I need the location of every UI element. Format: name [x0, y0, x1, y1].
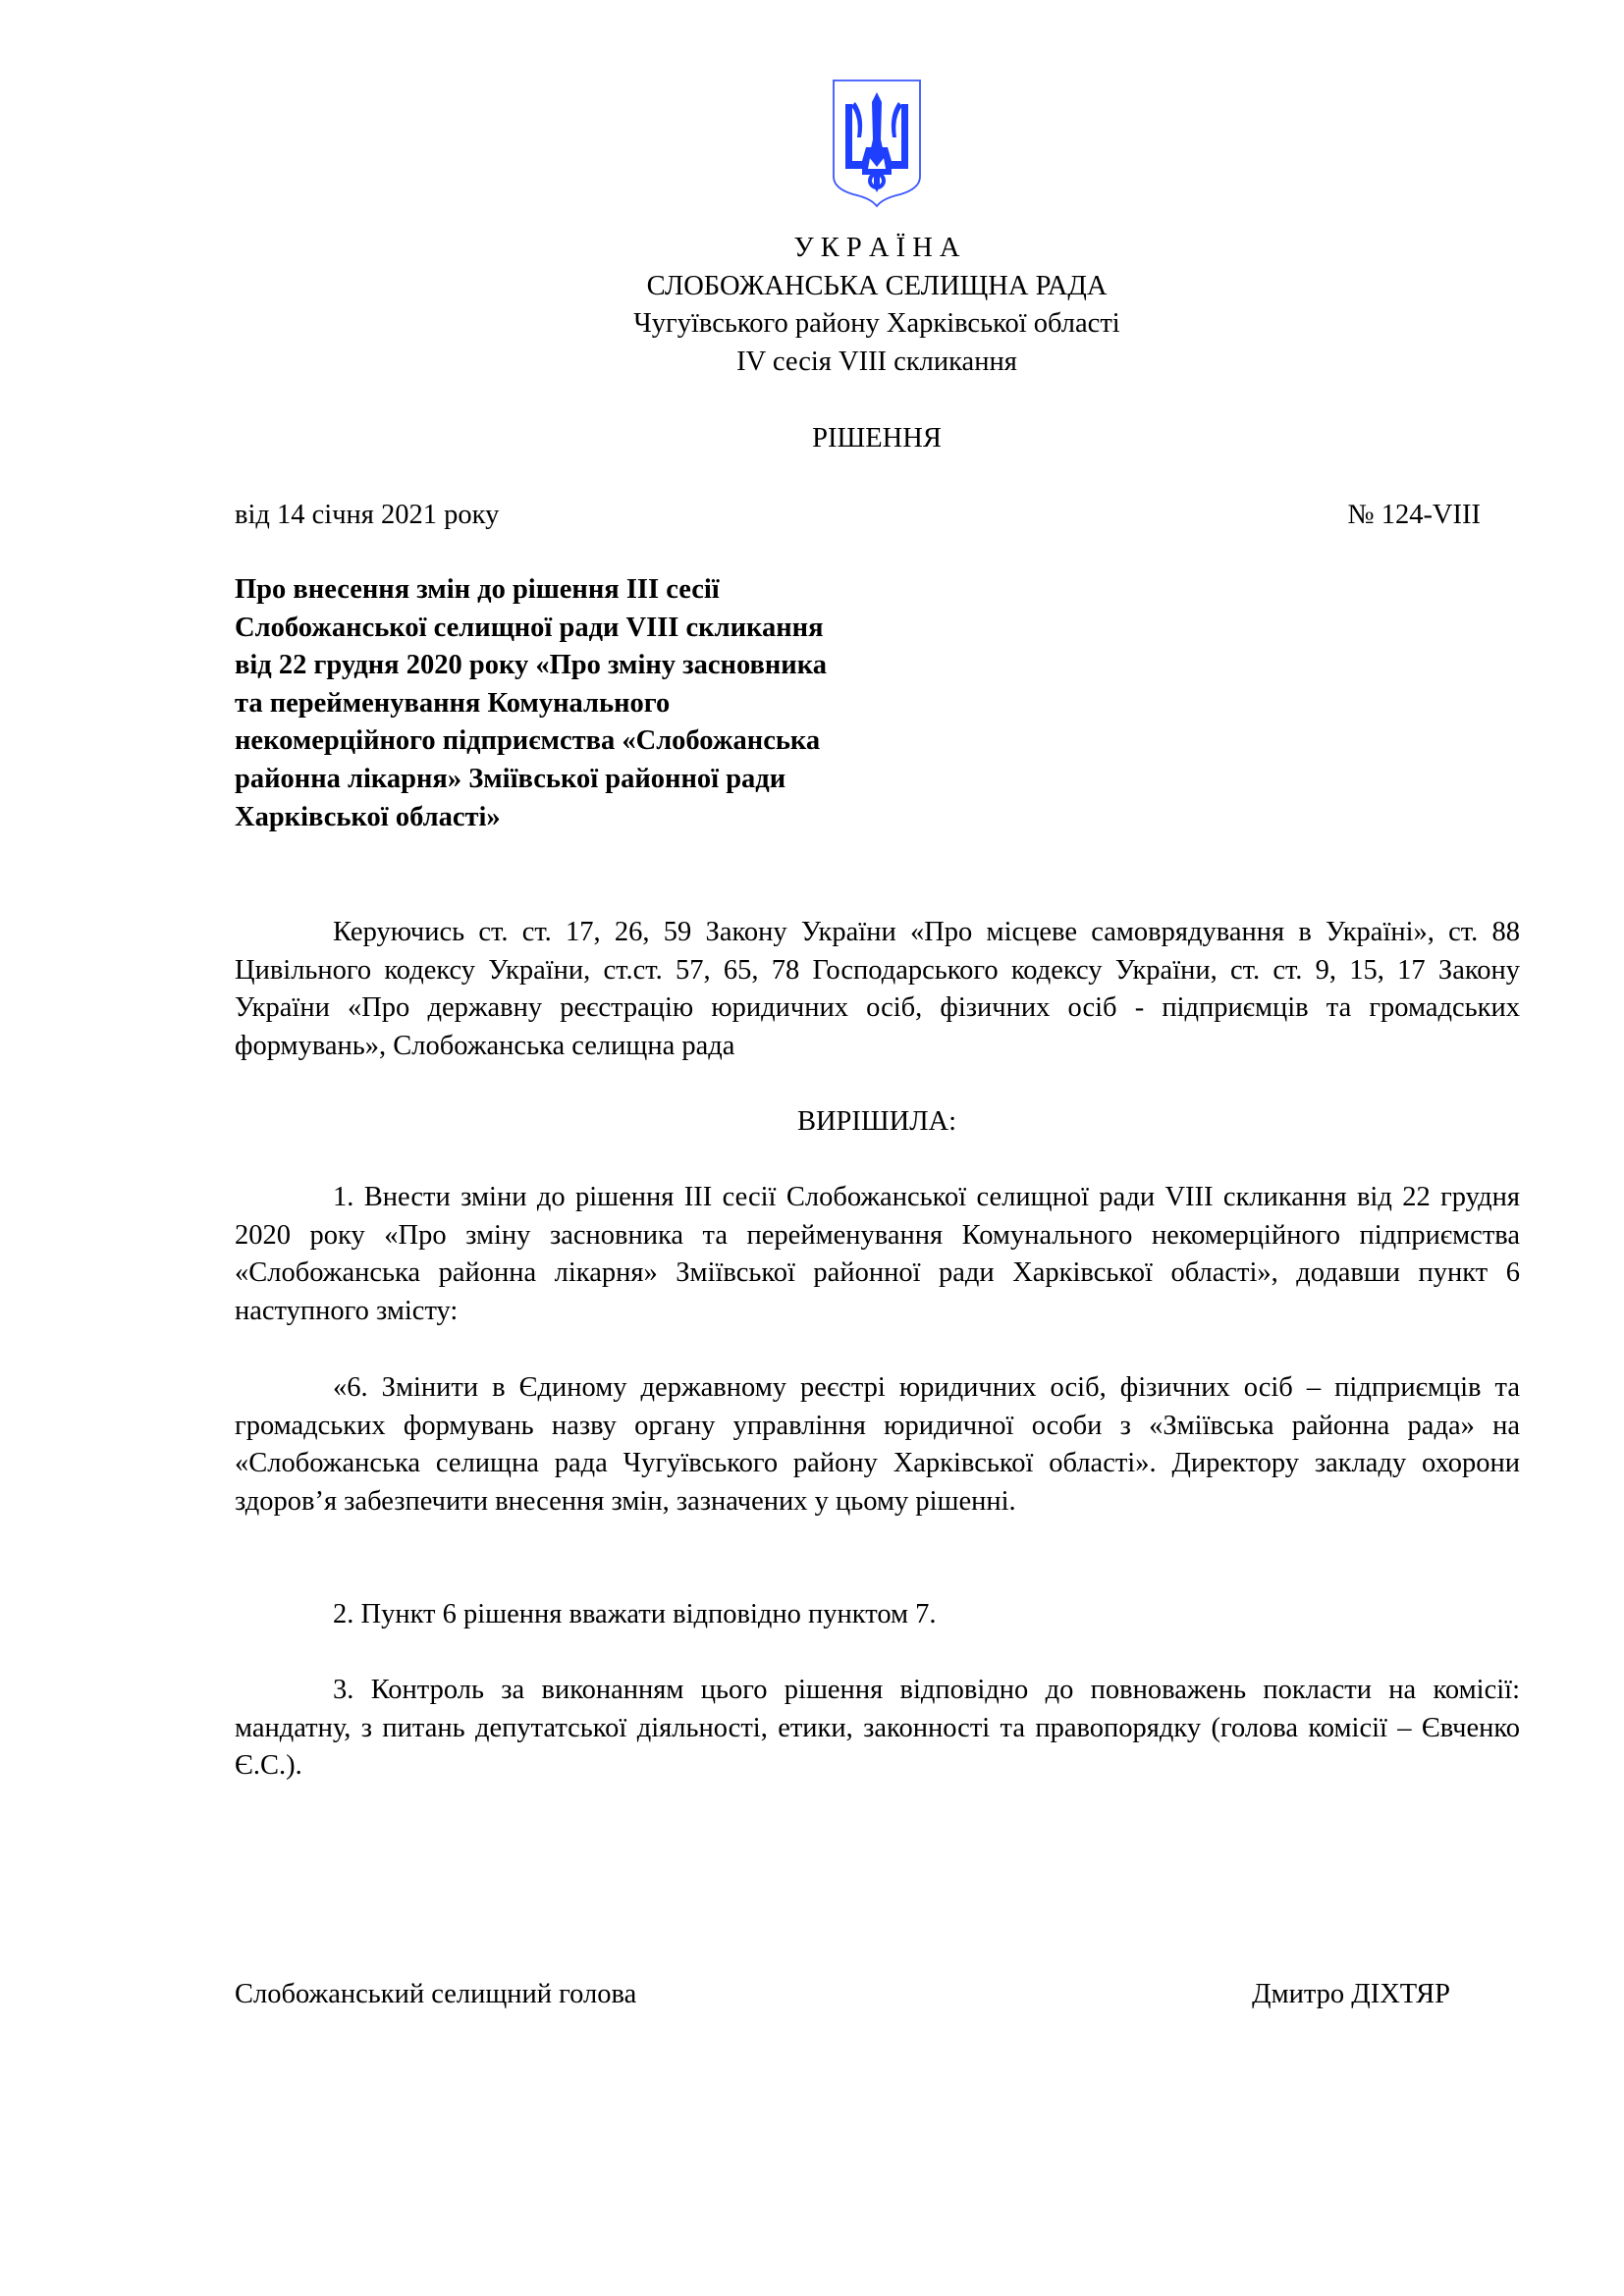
title-line: Про внесення змін до рішення III сесії: [235, 574, 720, 605]
item-1-paragraph: 1. Внести зміни до рішення III сесії Слобожанської селищної ради VIII скликання від 22 грудня 2020 року «Про зміну засновника та перейменування Комунального некомерційного підприємства «Слобожанська районна лікарня» Зміївської районної ради Харківської області», додавши пункт 6 наступного змісту:: [235, 1182, 1520, 1326]
title-line: та перейменування Комунального: [235, 687, 671, 719]
resolved-heading: ВИРІШИЛА:: [796, 1106, 957, 1137]
region-name: Чугуївського району Харківської області: [633, 308, 1120, 340]
letterhead: [0, 230, 1624, 381]
document-type: РІШЕННЯ: [812, 423, 942, 454]
title-line: Слобожанської селищної ради VIII скликання: [235, 612, 824, 643]
item-3-paragraph: 3. Контроль за виконанням цього рішення відповідно до повноважень покласти на комісії: мандатну, з питань депутатської діяльності, етики, законності та правопорядку (голова комісії – Євченко Є.С.).: [235, 1675, 1520, 1782]
council-name: СЛОБОЖАНСЬКА СЕЛИЩНА РАДА: [646, 270, 1108, 301]
item-6-paragraph: «6. Змінити в Єдиному державному реєстрі юридичних осіб, фізичних осіб – підприємців та громадських формувань назву органу управління юридичної особи з «Зміївська районна рада» на «Слобожанська селищна рада Чугуївського району Харківської області». Директору закладу охорони здоров’я забезпечити внесення змін, зазначених у цьому рішенні.: [235, 1372, 1520, 1517]
item-2-paragraph: 2. Пункт 6 рішення вважати відповідно пунктом 7.: [333, 1599, 937, 1629]
document-title: [235, 571, 827, 836]
preamble-paragraph: Керуючись ст. ст. 17, 26, 59 Закону України «Про місцеве самоврядування в Україні», ст. 88 Цивільного кодексу України, ст.ст. 57, 65, 78 Господарського кодексу України, ст. ст. 9, 15, 17 Закону України «Про державну реєстрацію юридичних осіб, фізичних осіб - підприємців та громадських формувань», Слобожанська селищна рада: [235, 917, 1520, 1061]
coat-of-arms-icon: [832, 79, 922, 208]
signature-name: Дмитро ДІХТЯР: [1252, 1979, 1450, 2009]
title-line: некомерційного підприємства «Слобожанська: [235, 725, 821, 757]
title-line: районна лікарня» Зміївської районної ради: [235, 763, 786, 794]
country-name: У К Р А Ї Н А: [793, 233, 960, 263]
document-date: від 14 січня 2021 року: [235, 500, 500, 530]
title-line: від 22 грудня 2020 року «Про зміну засновника: [235, 650, 827, 681]
document-number: № 124-VIII: [1347, 500, 1481, 530]
session-name: IV сесія VIII скликання: [736, 346, 1017, 377]
title-line: Харківської області»: [235, 801, 501, 832]
signature-position: Слобожанський селищний голова: [235, 1979, 637, 2009]
